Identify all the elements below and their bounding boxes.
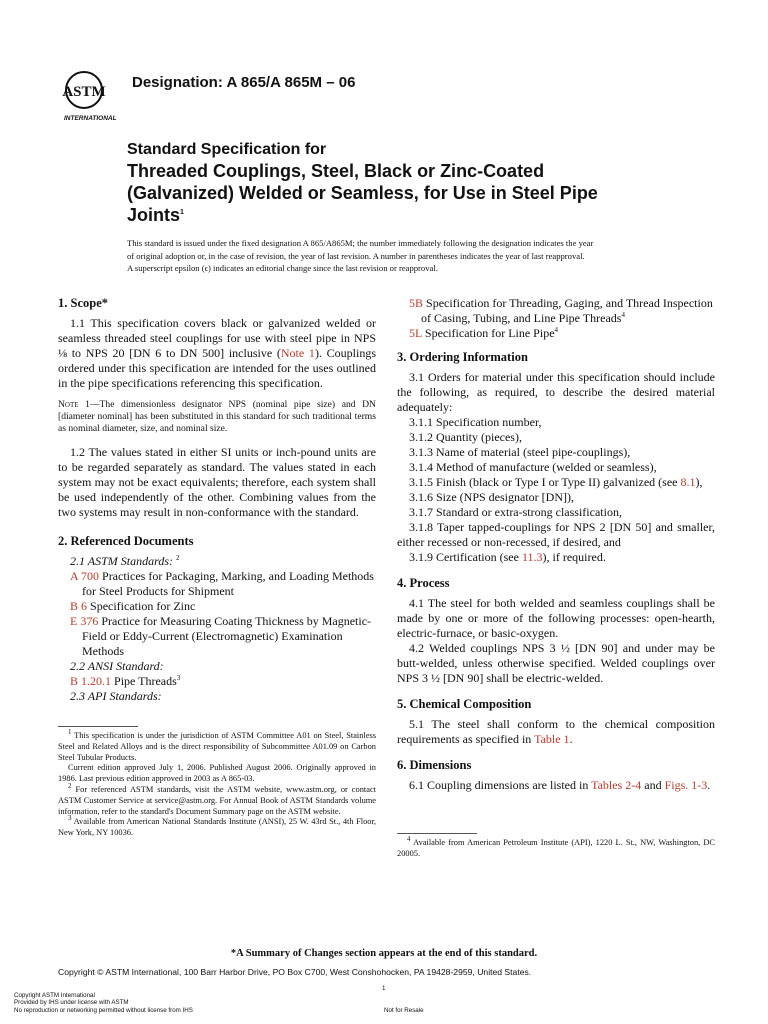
ordering-item-316: 3.1.6 Size (NPS designator [DN]), xyxy=(409,490,574,504)
ref-b1201: B 1.20.1 Pipe Threads$^3$ xyxy=(70,674,181,688)
scope-note-1: Note 1—The dimensionless designator NPS (nominal pipe size) and DN [diameter nominal] has been substituted in this standard for such traditional terms as nominal diameter, size, and nominal size. xyxy=(58,399,376,434)
figs-1-3-link[interactable]: Figs. 1-3 xyxy=(664,778,708,792)
note-1-link[interactable]: Note 1 xyxy=(280,346,315,360)
section-11-3-link[interactable]: 11.3 xyxy=(521,550,543,564)
footnote-2: $^2$ For referenced ASTM standards, visit the ASTM website, www.astm.org, or contact ASTM Customer Service at service@astm.org. For Annual Book of ASTM Standards volume information, refer to the standard's Document Summary page on the ASTM website. xyxy=(58,782,376,816)
section-process-heading: 4. Process xyxy=(397,576,450,590)
ansi-standard-label: 2.2 ANSI Standard: xyxy=(70,659,164,673)
tables-2-4-link[interactable]: Tables 2-4 xyxy=(591,778,642,792)
license-line-3: No reproduction or networking permitted without license from IHS xyxy=(14,1006,193,1014)
ordering-item-312: 3.1.2 Quantity (pieces), xyxy=(409,430,522,444)
left-column xyxy=(58,296,376,839)
section-chemical-heading: 5. Chemical Composition xyxy=(397,697,532,711)
ref-api-5l: 5L Specification for Line Pipe$^4$ xyxy=(409,326,559,340)
summary-notice: *A Summary of Changes section appears at the end of this standard. xyxy=(230,948,538,959)
logo-subtext: INTERNATIONAL xyxy=(64,115,117,122)
ref-5b-link[interactable]: 5B xyxy=(409,296,424,310)
section-8-1-link[interactable]: 8.1 xyxy=(680,475,696,489)
not-for-resale: Not for Resale xyxy=(384,1007,424,1014)
title-line-1: Standard Specification for xyxy=(127,141,327,158)
ref-api-5b: 5B Specification for Threading, Gaging, and Thread Inspection of Casing, Tubing, and Line Pipe Threads$^4$ xyxy=(409,296,713,325)
license-notice xyxy=(14,992,193,1014)
title-line-3: (Galvanized) Welded or Seamless, for Use in Steel Pipe xyxy=(127,183,598,203)
issued-note-line-3: A superscript epsilon (ϵ) indicates an editorial change since the last revision or reapproval. xyxy=(127,263,438,273)
title-footnote-ref: 1 xyxy=(180,209,184,216)
ref-a700: A 700 Practices for Packaging, Marking, and Loading Methods for Steel Products for Shipment xyxy=(70,569,374,598)
issued-note-line-2: of original adoption or, in the case of revision, the year of last revision. A number in parentheses indicates the year of last reapproval. xyxy=(127,250,585,261)
issued-note-line-1: This standard is issued under the fixed designation A 865/A865M; the number immediately following the designation indicates the year xyxy=(127,238,594,248)
footnote-rule xyxy=(58,726,138,727)
section-scope-heading: 1. Scope* xyxy=(58,296,108,310)
ordering-item-313: 3.1.3 Name of material (steel pipe-couplings), xyxy=(409,445,631,459)
ref-e376-link[interactable]: E 376 xyxy=(70,614,99,628)
footnote-rule-right xyxy=(397,833,477,834)
title-line-2: Threaded Couplings, Steel, Black or Zinc-Coated xyxy=(127,161,545,181)
process-paragraph-1: 4.1 The steel for both welded and seamless couplings shall be made by one or more of the following processes: open-hearth, electric-furnace, or basic-oxygen. xyxy=(397,596,715,640)
section-ordering-heading: 3. Ordering Information xyxy=(397,350,528,364)
document-title xyxy=(127,140,647,226)
ref-b1201-link[interactable]: B 1.20.1 xyxy=(70,674,112,688)
issued-note xyxy=(127,237,707,275)
ordering-item-315: 3.1.5 Finish (black or Type I or Type II) galvanized (see 8.1), xyxy=(409,475,703,489)
dimensions-paragraph-1: 6.1 Coupling dimensions are listed in Tables 2-4 and Figs. 1-3. xyxy=(409,778,711,792)
ordering-item-311: 3.1.1 Specification number, xyxy=(409,415,542,429)
section-refs-heading: 2. Referenced Documents xyxy=(58,534,194,548)
page-number: 1 xyxy=(382,985,386,992)
chemical-paragraph-1: 5.1 The steel shall conform to the chemical composition requirements as specified in Table 1. xyxy=(397,717,715,746)
footnote-1-edition: Current edition approved July 1, 2006. Published August 2006. Originally approved in 1986. Last previous edition approved in 2003 as A 865-03. xyxy=(58,763,376,784)
ref-b6: B 6 Specification for Zinc xyxy=(70,599,196,613)
license-line-2: Provided by IHS under license with ASTM xyxy=(14,999,129,1007)
scope-paragraph-1: 1.1 This specification covers black or galvanized welded or seamless threaded steel couplings for use with steel pipe in NPS ⅛ to NPS 20 [DN 6 to DN 500] inclusive (Note 1). Couplings ordered under this specification are intended for the uses outlined in the pipe specifications referencing this specification. xyxy=(58,316,376,390)
ref-a700-link[interactable]: A 700 xyxy=(70,569,100,583)
logo-text: ASTM xyxy=(62,84,106,100)
ref-b6-link[interactable]: B 6 xyxy=(70,599,88,613)
ordering-item-317: 3.1.7 Standard or extra-strong classification, xyxy=(409,505,622,519)
table-1-link[interactable]: Table 1 xyxy=(534,732,570,746)
ordering-item-318: 3.1.8 Taper tapped-couplings for NPS 2 [DN 50] and smaller, either recessed or non-recessed, if desired, and xyxy=(397,520,715,549)
footnote-4: $^4$ Available from American Petroleum Institute (API), 1220 L. St., NW, Washington, DC 20005. xyxy=(397,835,715,858)
designation: Designation: A 865/A 865M – 06 xyxy=(132,74,356,91)
title-line-4: Joints xyxy=(127,205,181,225)
api-standards-label: 2.3 API Standards: xyxy=(70,689,162,703)
ref-5l-link[interactable]: 5L xyxy=(409,326,422,340)
section-dimensions-heading: 6. Dimensions xyxy=(397,758,472,772)
process-paragraph-2: 4.2 Welded couplings NPS 3 ½ [DN 90] and under may be butt-welded, unless otherwise specified. Welded couplings over NPS 3 ½ [DN 90] shall be electric-welded. xyxy=(397,641,715,685)
right-column xyxy=(397,296,715,860)
footnote-3: $^3$ Available from American National Standards Institute (ANSI), 25 W. 43rd St., 4th Floor, New York, NY 10036. xyxy=(58,814,376,838)
astm-standards-label: 2.1 ASTM Standards: $^2$ xyxy=(70,554,180,568)
ref-e376: E 376 Practice for Measuring Coating Thickness by Magnetic-Field or Eddy-Current (Electromagnetic) Examination Methods xyxy=(70,614,372,658)
copyright-line: Copyright © ASTM International, 100 Barr Harbor Drive, PO Box C700, West Conshohocken, PA 19428-2959, United States. xyxy=(58,967,532,977)
ordering-item-314: 3.1.4 Method of manufacture (welded or seamless), xyxy=(409,460,657,474)
footnote-1: $^1$ This specification is under the jurisdiction of ASTM Committee A01 on Steel, Stainless Steel and Related Alloys and is the direct responsibility of Subcommittee A01.09 on Carbon Steel Tubular Products. xyxy=(58,728,376,762)
ordering-item-319: 3.1.9 Certification (see 11.3), if required. xyxy=(409,550,606,564)
astm-logo xyxy=(62,66,124,122)
astm-logo-mark xyxy=(62,66,124,122)
ordering-intro: 3.1 Orders for material under this specification should include the following, as required, to describe the desired material adequately: xyxy=(397,370,715,414)
license-line-1: Copyright ASTM International xyxy=(14,992,95,999)
scope-paragraph-2: 1.2 The values stated in either SI units or inch-pound units are to be regarded separately as standard. The values stated in each system may not be exact equivalents; therefore, each system shall be used independently of the other. Combining values from the two systems may result in non-conformance with the standard. xyxy=(58,445,376,519)
